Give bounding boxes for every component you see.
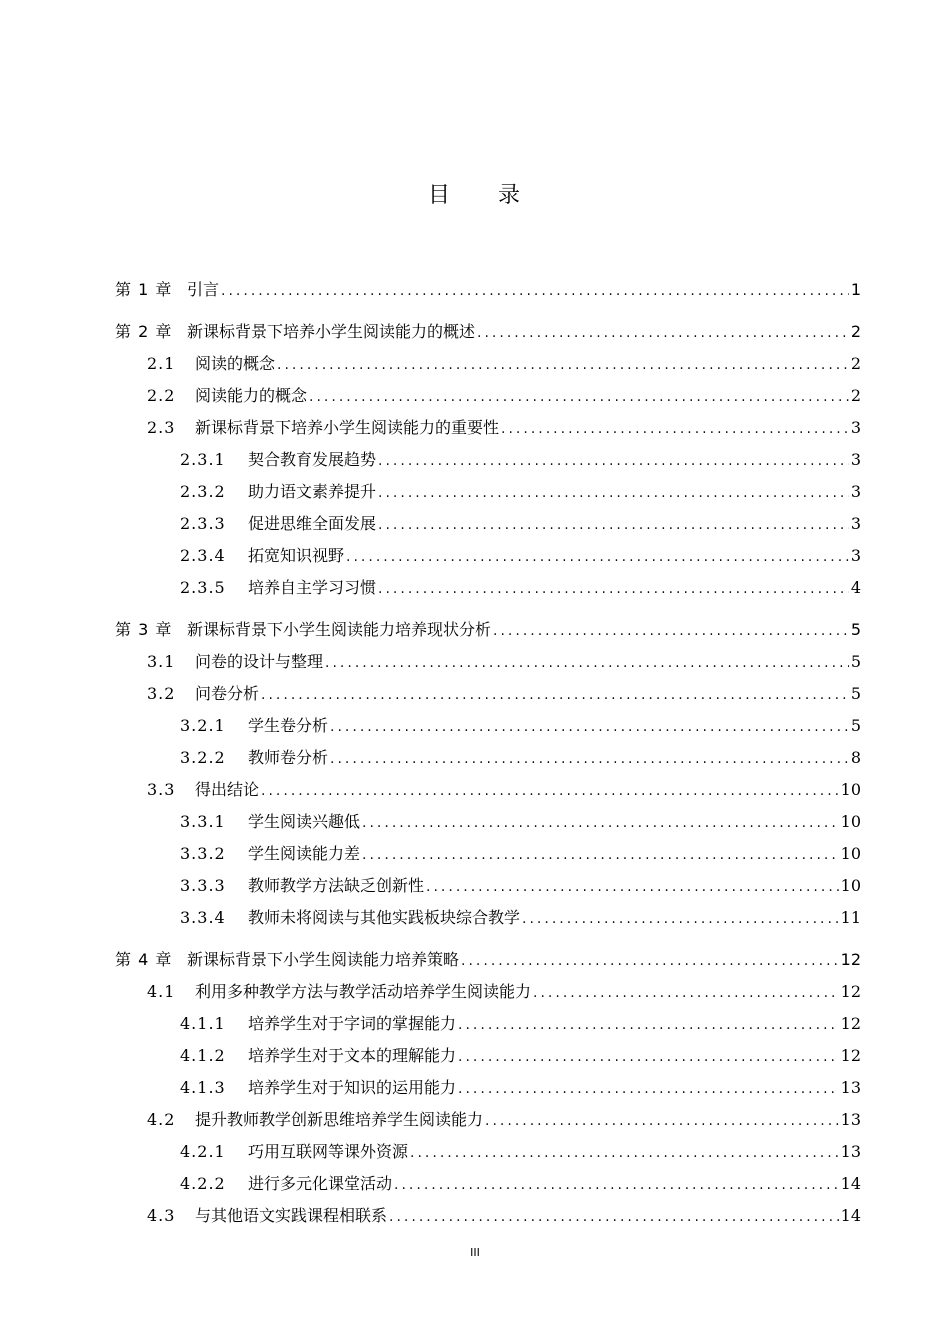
toc-leader-dots xyxy=(461,947,839,974)
toc-entry-title: 培养自主学习习惯 xyxy=(248,578,377,597)
toc-entry-number: 2.3.2 xyxy=(180,482,226,501)
toc-entry-page: 10 xyxy=(840,876,861,895)
toc-entry[interactable] xyxy=(180,1170,861,1198)
toc-entry[interactable] xyxy=(180,510,861,538)
toc-entry-number: 3.1 xyxy=(147,652,176,671)
toc-entry-number: 4.3 xyxy=(147,1206,176,1225)
toc-entry-page: 5 xyxy=(850,652,861,671)
toc-entry[interactable] xyxy=(147,1106,861,1134)
toc-entry-page: 13 xyxy=(840,1142,861,1161)
toc-entry-number: 3.3.1 xyxy=(180,812,226,831)
toc-entry-page: 2 xyxy=(850,322,861,341)
toc-entry-number: 2.3.1 xyxy=(180,450,226,469)
toc-entry-title: 问卷分析 xyxy=(195,684,260,703)
toc-entry-number: 3.2.1 xyxy=(180,716,226,735)
toc-entry-page: 2 xyxy=(850,386,861,405)
toc-entry-page: 5 xyxy=(850,684,861,703)
toc-entry-title: 学生卷分析 xyxy=(248,716,329,735)
toc-entry[interactable] xyxy=(180,1010,861,1038)
toc-entry-title: 进行多元化课堂活动 xyxy=(248,1174,393,1193)
toc-entry[interactable] xyxy=(180,808,861,836)
toc-entry[interactable] xyxy=(180,478,861,506)
toc-entry-title: 培养学生对于知识的运用能力 xyxy=(248,1078,457,1097)
toc-entry-title: 利用多种教学方法与教学活动培养学生阅读能力 xyxy=(195,982,532,1001)
toc-entry[interactable] xyxy=(115,616,861,644)
toc-leader-dots xyxy=(501,415,849,442)
toc-entry-number: 4.2.2 xyxy=(180,1174,226,1193)
toc-entry[interactable] xyxy=(147,350,861,378)
toc-entry-title: 教师卷分析 xyxy=(248,748,329,767)
toc-leader-dots xyxy=(378,511,849,538)
toc-entry[interactable] xyxy=(115,276,861,304)
toc-entry-page: 2 xyxy=(850,354,861,373)
toc-leader-dots xyxy=(261,681,849,708)
toc-entry-title: 阅读能力的概念 xyxy=(195,386,308,405)
toc-entry-page: 8 xyxy=(850,748,861,767)
toc-entry[interactable] xyxy=(180,712,861,740)
toc-entry-number: 4.2.1 xyxy=(180,1142,226,1161)
toc-entry-number: 4.1 xyxy=(147,982,176,1001)
toc-entry-title: 阅读的概念 xyxy=(195,354,276,373)
toc-entry-number: 3.2.2 xyxy=(180,748,226,767)
toc-entry-title: 学生阅读能力差 xyxy=(248,844,361,863)
toc-entry-page: 14 xyxy=(840,1174,861,1193)
toc-leader-dots xyxy=(378,479,849,506)
toc-title-char-2: 录 xyxy=(498,183,523,208)
toc-entry-title: 与其他语文实践课程相联系 xyxy=(195,1206,388,1225)
toc-entry-page: 10 xyxy=(840,780,861,799)
toc-entry-page: 3 xyxy=(850,514,861,533)
toc-entry-number: 2.2 xyxy=(147,386,176,405)
toc-leader-dots xyxy=(330,745,849,772)
toc-entry-number: 3.3.3 xyxy=(180,876,226,895)
toc-entry-number: 4.2 xyxy=(147,1110,176,1129)
toc-entry-title: 培养学生对于字词的掌握能力 xyxy=(248,1014,457,1033)
toc-entry[interactable] xyxy=(180,574,861,602)
toc-leader-dots xyxy=(426,873,839,900)
toc-leader-dots xyxy=(485,1107,839,1134)
toc-leader-dots xyxy=(378,447,849,474)
toc-entry-title: 拓宽知识视野 xyxy=(248,546,345,565)
toc-entry[interactable] xyxy=(115,318,861,346)
toc-entry-page: 10 xyxy=(840,812,861,831)
toc-entry-page: 5 xyxy=(850,716,861,735)
toc-title xyxy=(0,178,950,209)
toc-entry[interactable] xyxy=(180,904,861,932)
toc-entry-page: 13 xyxy=(840,1078,861,1097)
toc-entry[interactable] xyxy=(180,1138,861,1166)
toc-leader-dots xyxy=(346,543,849,570)
toc-entry[interactable] xyxy=(147,680,861,708)
toc-entry[interactable] xyxy=(180,1042,861,1070)
toc-entry-number: 4.1.2 xyxy=(180,1046,226,1065)
toc-entry-number: 2.3.3 xyxy=(180,514,226,533)
toc-entry-page: 12 xyxy=(840,1046,861,1065)
toc-leader-dots xyxy=(410,1139,839,1166)
toc-leader-dots xyxy=(330,713,849,740)
toc-entry-number: 2.1 xyxy=(147,354,176,373)
toc-entry-number: 3.3.4 xyxy=(180,908,226,927)
toc-leader-dots xyxy=(309,383,849,410)
toc-leader-dots xyxy=(277,351,849,378)
toc-entry[interactable] xyxy=(180,872,861,900)
toc-entry-number: 4.1.3 xyxy=(180,1078,226,1097)
toc-entry[interactable] xyxy=(147,382,861,410)
toc-entry-number: 第 4 章 xyxy=(115,950,173,969)
toc-entry-title: 得出结论 xyxy=(195,780,260,799)
toc-entry[interactable] xyxy=(115,946,861,974)
toc-leader-dots xyxy=(221,277,849,304)
toc-entry[interactable] xyxy=(180,744,861,772)
toc-entry-page: 3 xyxy=(850,450,861,469)
toc-entry[interactable] xyxy=(147,414,861,442)
toc-leader-dots xyxy=(325,649,849,676)
toc-leader-dots xyxy=(362,809,839,836)
toc-entry-page: 12 xyxy=(840,982,861,1001)
toc-entry-title: 学生阅读兴趣低 xyxy=(248,812,361,831)
toc-leader-dots xyxy=(458,1043,839,1070)
toc-entry-page: 3 xyxy=(850,418,861,437)
page-number: III xyxy=(470,1246,480,1259)
toc-entry-title: 教师未将阅读与其他实践板块综合教学 xyxy=(248,908,521,927)
toc-leader-dots xyxy=(522,905,839,932)
toc-entry-page: 3 xyxy=(850,482,861,501)
toc-entry-number: 3.3 xyxy=(147,780,176,799)
toc-entry-number: 4.1.1 xyxy=(180,1014,226,1033)
toc-entry-title: 新课标背景下培养小学生阅读能力的重要性 xyxy=(195,418,500,437)
toc-leader-dots xyxy=(477,319,849,346)
toc-entry[interactable] xyxy=(147,776,861,804)
toc-entry-title: 助力语文素养提升 xyxy=(248,482,377,501)
toc-entry-number: 第 2 章 xyxy=(115,322,173,341)
toc-entry-title: 教师教学方法缺乏创新性 xyxy=(248,876,425,895)
toc-entry-number: 2.3.5 xyxy=(180,578,226,597)
toc-entry-number: 第 1 章 xyxy=(115,280,173,299)
toc-leader-dots xyxy=(493,617,849,644)
toc-leader-dots xyxy=(394,1171,839,1198)
toc-entry-title: 培养学生对于文本的理解能力 xyxy=(248,1046,457,1065)
toc-entry-page: 12 xyxy=(840,1014,861,1033)
toc-entry-title: 新课标背景下小学生阅读能力培养策略 xyxy=(187,950,460,969)
toc-entry-page: 13 xyxy=(840,1110,861,1129)
toc-entry[interactable] xyxy=(147,978,861,1006)
toc-leader-dots xyxy=(362,841,839,868)
toc-entry-title: 促进思维全面发展 xyxy=(248,514,377,533)
toc-entry[interactable] xyxy=(147,648,861,676)
toc-entry-page: 11 xyxy=(840,908,861,927)
toc-entry[interactable] xyxy=(180,446,861,474)
toc-entry-title: 提升教师教学创新思维培养学生阅读能力 xyxy=(195,1110,484,1129)
toc-entry-page: 14 xyxy=(840,1206,861,1225)
toc-entry-page: 12 xyxy=(840,950,861,969)
toc-entry-title: 巧用互联网等课外资源 xyxy=(248,1142,409,1161)
toc-leader-dots xyxy=(261,777,839,804)
toc-entry-page: 4 xyxy=(850,578,861,597)
toc-entry[interactable] xyxy=(180,542,861,570)
toc-entry[interactable] xyxy=(147,1202,861,1230)
toc-entry-number: 2.3 xyxy=(147,418,176,437)
toc-leader-dots xyxy=(458,1011,839,1038)
toc-leader-dots xyxy=(533,979,839,1006)
toc-entry-title: 引言 xyxy=(187,280,220,299)
toc-entry-page: 1 xyxy=(850,280,861,299)
toc-entry-title: 契合教育发展趋势 xyxy=(248,450,377,469)
toc-entry-number: 3.2 xyxy=(147,684,176,703)
toc-entry-number: 第 3 章 xyxy=(115,620,173,639)
toc-leader-dots xyxy=(378,575,849,602)
toc-entry-title: 新课标背景下培养小学生阅读能力的概述 xyxy=(187,322,476,341)
toc-entry-page: 3 xyxy=(850,546,861,565)
toc-title-char-1: 目 xyxy=(427,183,452,208)
toc-entry[interactable] xyxy=(180,1074,861,1102)
toc-entry-page: 10 xyxy=(840,844,861,863)
toc-entry-title: 问卷的设计与整理 xyxy=(195,652,324,671)
toc-entry-title: 新课标背景下小学生阅读能力培养现状分析 xyxy=(187,620,492,639)
toc-entry-number: 3.3.2 xyxy=(180,844,226,863)
toc-leader-dots xyxy=(458,1075,839,1102)
toc-entry-number: 2.3.4 xyxy=(180,546,226,565)
toc-leader-dots xyxy=(389,1203,839,1230)
toc-entry-page: 5 xyxy=(850,620,861,639)
toc-entry[interactable] xyxy=(180,840,861,868)
